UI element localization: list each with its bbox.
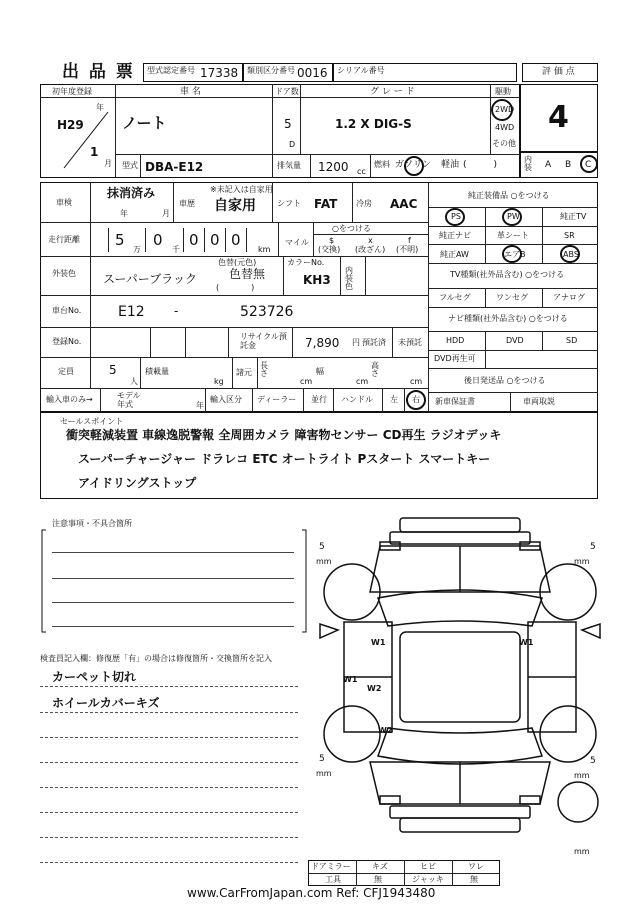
aftermarket-warranty: 新車保証書: [435, 397, 475, 406]
mileage-box6: [246, 228, 247, 252]
interior-grade-b: B: [565, 160, 572, 170]
ac-label: 冷房: [356, 199, 372, 208]
option-sr: SR: [564, 231, 575, 240]
height-unit: cm: [410, 377, 423, 386]
detail-label-col: [90, 182, 91, 388]
mileage-man: 万: [133, 245, 141, 254]
drive-other: その他: [492, 139, 516, 148]
detail-h6: [40, 388, 428, 389]
legend-jack: ジャッキ: [412, 875, 444, 884]
row1-col-a: [115, 84, 116, 178]
capacity-value: 5: [109, 363, 117, 377]
tread-front-right-unit: mm: [574, 557, 590, 566]
import-sep5: [333, 388, 334, 412]
inspection-year: 年: [120, 209, 128, 218]
interior-color-label: 内装色: [345, 266, 353, 291]
handle-label: ハンドル: [341, 395, 373, 404]
fuel-paren: ( ): [463, 160, 498, 170]
option-tv: 純正TV: [560, 212, 587, 221]
damage-mark-3: W1: [343, 675, 358, 684]
interior-grade-label: 内装: [524, 155, 532, 172]
inspector-line-3: [40, 737, 298, 738]
first-reg-label: 初年度登録: [52, 87, 92, 96]
height-label: 高さ: [371, 361, 379, 378]
tv-oneseg: ワンセグ: [496, 293, 528, 302]
exchange-a-sub: (交換): [318, 245, 341, 254]
option-navi: 純正ナビ: [439, 231, 471, 240]
fuel-circle: [404, 156, 424, 176]
damage-mark-4: W2: [367, 684, 382, 693]
recycle-unpaid: 未預託: [398, 338, 422, 347]
tread-rear-left-unit: mm: [316, 769, 332, 778]
exchange-sep: [313, 234, 428, 235]
reg-no-label: 登録No.: [52, 337, 82, 346]
damage-mark-1: W1: [371, 638, 386, 647]
inspector-note-2: ホイールカバーキズ: [52, 696, 160, 710]
detail-h1: [40, 222, 428, 223]
displacement-label: 排気量: [277, 161, 301, 170]
opt-v3: [485, 288, 486, 307]
import-sep6: [382, 388, 383, 412]
car-damage-diagram: [310, 512, 610, 862]
import-sep3: [252, 388, 253, 412]
grade-label: グ レ ー ド: [370, 87, 415, 97]
exchange-b: x: [368, 236, 373, 245]
import-sep2: [205, 388, 206, 412]
interior-color-sep2: [365, 256, 366, 295]
model-value: DBA-E12: [145, 160, 204, 174]
opt-v5: [485, 331, 486, 368]
size-label: 諸元: [236, 368, 252, 377]
history-note: ※未記入は自家用: [210, 185, 273, 194]
handle-right: 右: [412, 395, 420, 404]
inspector-label: 検査員記入欄：修復歴「有」の場合は修復箇所・交換箇所を記入: [40, 654, 272, 663]
import-sep4: [303, 388, 304, 412]
model-year-unit: 年: [196, 401, 204, 410]
opt-h7: [428, 331, 598, 332]
sales-line-3: アイドリングストップ: [78, 476, 197, 490]
detail-h5: [40, 357, 428, 358]
doors-unit: D: [289, 140, 296, 149]
sales-label: セールスポイント: [60, 417, 124, 426]
inspector-line-6: [40, 812, 298, 813]
opt-h5: [428, 288, 598, 289]
damage-mark-5: W2: [378, 726, 393, 735]
car-name-value: ノート: [122, 114, 167, 132]
doors-label: ドア数: [275, 87, 299, 96]
navi-sd: SD: [566, 336, 578, 345]
caution-label: 注意事項・不具合箇所: [52, 519, 132, 528]
score-label: 評 価 点: [542, 67, 575, 77]
model-label: 型式: [122, 161, 138, 170]
legend-v3: [452, 860, 453, 886]
load-unit: kg: [214, 377, 224, 386]
drive-2wd-circle: [491, 99, 513, 121]
tread-rear-right-unit: mm: [574, 771, 590, 780]
mile-label: マイル: [285, 238, 309, 247]
color-no-value: KH3: [303, 273, 331, 287]
opt-v7: [510, 392, 511, 412]
legend-v2: [404, 860, 405, 886]
ac-value: AAC: [390, 197, 418, 211]
chassis-dash: -: [174, 304, 179, 318]
exterior-value: スーパーブラック: [103, 272, 197, 286]
reg-sep2: [185, 327, 186, 357]
row1-col-d: [490, 84, 491, 154]
mileage-digit-3: 0: [189, 231, 199, 249]
history-label: 車歴: [179, 199, 195, 208]
tread-rear-right: 5: [590, 756, 596, 766]
mileage-box2: [145, 228, 146, 252]
mileage-digit-4: 0: [210, 231, 220, 249]
load-label: 積載量: [145, 367, 169, 376]
mileage-digit-2: 0: [153, 231, 163, 249]
car-name-label: 車 名: [180, 87, 201, 97]
load-sep: [140, 357, 141, 388]
tv-fullseg: フルセグ: [439, 293, 471, 302]
tread-front-left-unit: mm: [316, 557, 332, 566]
inspector-line-8: [40, 862, 298, 863]
chassis-label: 車台No.: [52, 306, 82, 315]
first-reg-slash: [60, 110, 110, 170]
doors-value: 5: [284, 117, 292, 131]
mileage-box4: [204, 228, 205, 252]
disp-col-sep: [272, 154, 273, 178]
chassis-prefix: E12: [118, 304, 145, 320]
option-abs: ABS: [563, 250, 579, 259]
interior-color-sep: [340, 256, 341, 295]
length-unit: cm: [300, 377, 313, 386]
opt-h9: [428, 368, 598, 369]
legend-tool-value: 無: [374, 875, 382, 884]
mileage-unit: km: [258, 245, 271, 254]
opt-v1: [485, 207, 486, 263]
mile-col-sep: [278, 222, 279, 256]
tv-label: TV種類(社外品含む) ○をつける: [450, 270, 565, 279]
shift-label: シフト: [277, 199, 301, 208]
detail-h2: [40, 256, 428, 257]
color-change-label: 色替(元色): [218, 258, 257, 267]
recycle-unit: 円: [352, 338, 360, 347]
interior-grade-c: C: [585, 160, 592, 170]
inspection-value: 抹消済み: [107, 186, 156, 200]
caution-line-2: [52, 578, 294, 579]
row1-divider: [40, 97, 520, 98]
handle-right-circle: [406, 390, 426, 410]
tread-front-right: 5: [590, 542, 596, 552]
displacement-unit: cc: [357, 167, 366, 176]
legend-tool: 工具: [325, 875, 341, 884]
drive-4wd: 4WD: [495, 123, 515, 132]
chassis-value: 523726: [240, 304, 294, 320]
opt-h10: [428, 392, 598, 393]
shift-col-sep: [272, 182, 273, 222]
legend-jack-value: 無: [470, 875, 478, 884]
inspection-label: 車検: [56, 198, 72, 207]
exchange-b-sub: (改ざん): [355, 245, 386, 254]
color-no-col-sep: [283, 256, 284, 295]
color-no-label: カラーNo.: [287, 258, 325, 267]
detail-options-sep: [428, 182, 429, 412]
inspector-line-1: [40, 686, 298, 687]
tv-analog: アナログ: [553, 293, 585, 302]
mileage-box5: [225, 228, 226, 252]
displacement-value: 1200: [318, 160, 349, 174]
exchange-c-sub: (不明): [396, 245, 419, 254]
row1-lower-divider: [115, 154, 520, 155]
inspection-month: 月: [162, 209, 170, 218]
sales-line-1: 衝突軽減装置 車線逸脱警報 全周囲カメラ 障害物センサー CD再生 ラジオデッキ: [66, 428, 502, 442]
option-abs-circle: [560, 245, 580, 263]
drive-label: 駆動: [495, 87, 511, 96]
ac-col-sep: [352, 182, 353, 222]
import-label: 輸入車のみ→: [46, 395, 93, 404]
opt-h4: [428, 263, 598, 264]
legend-h-crack: ヒビ: [420, 862, 436, 871]
navi-dvd: DVD: [506, 336, 524, 345]
exchange-a: $: [329, 236, 335, 245]
tread-rear-left: 5: [319, 754, 325, 764]
option-pw: PW: [507, 212, 520, 221]
detail-h4: [40, 327, 428, 328]
inspector-line-5: [40, 787, 298, 788]
category-label: 類別区分番号: [247, 66, 295, 75]
capacity-label: 定員: [58, 367, 74, 376]
opt-h8: [428, 350, 598, 351]
first-reg-month: 1: [90, 145, 99, 159]
legend-h-break: ワレ: [468, 862, 484, 871]
detail-h3: [40, 295, 428, 296]
option-leather: 革シート: [497, 231, 529, 240]
genuine-label: 純正装備品 ○をつける: [468, 191, 550, 200]
mileage-digit-5: 0: [231, 231, 241, 249]
opt-h2: [428, 226, 598, 227]
fuel-value: ガソリン: [395, 160, 432, 170]
reg-sep1: [150, 327, 151, 357]
mileage-digit-1: 5: [115, 231, 125, 249]
serial-label: シリアル番号: [337, 66, 385, 75]
recycle-paid: 預託済: [362, 338, 386, 347]
opt-v2: [542, 207, 543, 263]
handle-left: 左: [390, 395, 398, 404]
exchange-col-a: [313, 222, 314, 256]
opt-v4: [542, 288, 543, 307]
interior-grade-a: A: [545, 160, 552, 170]
mileage-label: 走行距離: [48, 235, 80, 244]
caution-line-3: [52, 602, 294, 603]
navi-hdd: HDD: [446, 336, 465, 345]
size-sep2: [257, 357, 258, 388]
legend-h-scratch: キズ: [372, 862, 388, 871]
mileage-sen: 千: [172, 245, 180, 254]
opt-h6: [428, 307, 598, 308]
first-reg-year-unit: 年: [96, 103, 104, 112]
inspector-line-7: [40, 837, 298, 838]
color-change-value: 色替無: [229, 267, 266, 281]
option-airbag: エアB: [504, 250, 526, 259]
aftermarket-manual: 車両取説: [523, 397, 555, 406]
circle-note: ○をつける: [332, 224, 371, 233]
option-airbag-circle: [502, 245, 522, 263]
color-change-paren: ( ): [216, 283, 255, 292]
option-ps: PS: [451, 212, 461, 221]
drive-2wd: 2WD: [495, 105, 515, 114]
interior-grade-circle: [580, 155, 598, 173]
shift-value: FAT: [314, 197, 338, 211]
exterior-label: 外装色: [52, 269, 76, 278]
model-cert-value: 17338: [200, 66, 239, 80]
tread-front-left: 5: [319, 542, 325, 552]
navi-label: ナビ種類(社外品含む) ○をつける: [448, 314, 568, 323]
inspector-line-2: [40, 712, 298, 713]
sales-line-2: スーパーチャージャー ドラレコ ETC オートライト Pスタート スマートキー: [78, 452, 491, 466]
inspector-note-1: カーペット切れ: [52, 670, 137, 684]
disp-col-sep2: [310, 154, 311, 178]
parallel: 並行: [311, 395, 327, 404]
aftermarket-label: 後日発送品 ○をつける: [464, 376, 546, 385]
length-label: 長さ: [260, 361, 268, 378]
mileage-box3: [183, 228, 184, 252]
dealer: ディーラー: [257, 395, 297, 404]
recycle-value: 7,890: [305, 336, 340, 350]
page-title: 出 品 票: [62, 62, 135, 82]
caution-line-4: [52, 626, 294, 627]
damage-mark-2: W1: [519, 638, 534, 647]
row1-col-b: [272, 84, 273, 154]
legend-h-mirror: ドアミラー: [311, 862, 351, 871]
width-label: 幅: [316, 367, 324, 376]
history-value: 自家用: [214, 198, 256, 214]
fuel-col-sep: [370, 154, 371, 178]
fuel-label: 燃料: [374, 160, 390, 169]
width-unit: cm: [356, 377, 369, 386]
history-col-sep: [173, 182, 174, 222]
import-type-label: 輸入区分: [210, 395, 242, 404]
import-sep: [100, 388, 101, 412]
watermark: www.CarFromJapan.com Ref: CFJ1943480: [187, 886, 436, 900]
tread-spare-unit: mm: [574, 847, 590, 856]
category-value: 0016: [297, 66, 328, 80]
dvd-label: DVD再生可: [434, 354, 476, 363]
inspector-line-4: [40, 762, 298, 763]
model-col-sep: [140, 154, 141, 178]
capacity-unit: 人: [130, 377, 138, 386]
caution-box: [40, 528, 310, 638]
exchange-c: f: [408, 236, 411, 245]
option-ps-circle: [445, 208, 465, 226]
import-sep7: [404, 388, 405, 412]
score-value: 4: [548, 100, 569, 135]
size-sep: [232, 357, 233, 388]
caution-line-1: [52, 552, 294, 553]
first-reg-month-unit: 月: [104, 159, 112, 168]
recycle-label: リサイクル預託金: [240, 332, 287, 350]
option-aw: 純正AW: [440, 250, 469, 259]
row1-col-c: [300, 84, 301, 154]
model-cert-label: 型式認定番号: [147, 66, 195, 75]
option-pw-circle: [502, 208, 522, 226]
reg-sep3: [228, 327, 229, 357]
recycle-sep2: [392, 327, 393, 357]
grade-value: 1.2 X DIG-S: [335, 117, 412, 131]
mileage-box1: [108, 228, 109, 252]
fuel-light: 軽油: [441, 160, 460, 170]
recycle-sep: [292, 327, 293, 357]
legend-v1: [356, 860, 357, 886]
model-year-label: モデル年式: [117, 391, 141, 409]
opt-v6: [542, 331, 543, 350]
first-reg-year: H29: [57, 118, 84, 132]
